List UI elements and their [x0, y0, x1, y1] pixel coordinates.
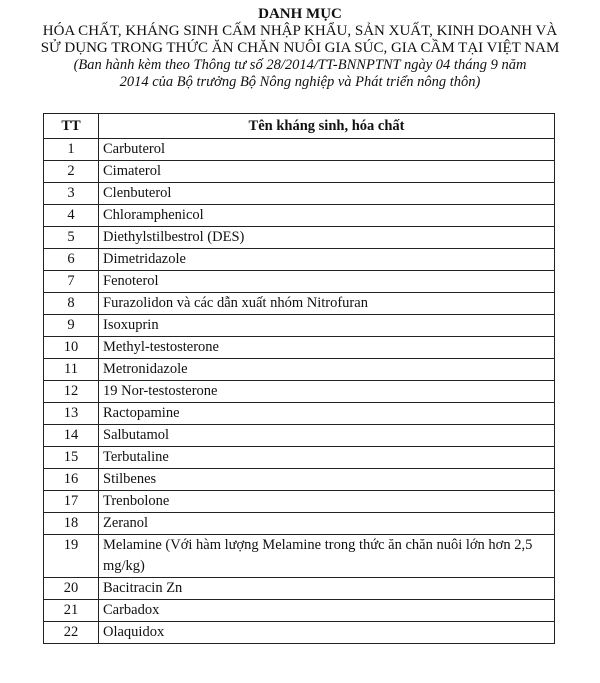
table-body: [44, 139, 555, 644]
row-number: 22: [44, 622, 99, 644]
row-number: 13: [44, 403, 99, 425]
table-row: [44, 249, 555, 271]
table-row: [44, 403, 555, 425]
table-row: [44, 315, 555, 337]
row-number: 7: [44, 271, 99, 293]
substance-name: Clenbuterol: [99, 183, 555, 205]
table-row: [44, 469, 555, 491]
row-number: 20: [44, 578, 99, 600]
substance-name: 19 Nor-testosterone: [99, 381, 555, 403]
substance-name: Zeranol: [99, 513, 555, 535]
row-number: 18: [44, 513, 99, 535]
row-number: 3: [44, 183, 99, 205]
substance-name: Methyl-testosterone: [99, 337, 555, 359]
substance-name: Diethylstilbestrol (DES): [99, 227, 555, 249]
row-number: 4: [44, 205, 99, 227]
substance-name: Dimetridazole: [99, 249, 555, 271]
substance-name: Ractopamine: [99, 403, 555, 425]
row-number: 15: [44, 447, 99, 469]
row-number: 17: [44, 491, 99, 513]
table-row: [44, 491, 555, 513]
row-number: 2: [44, 161, 99, 183]
document-subtitle: HÓA CHẤT, KHÁNG SINH CẤM NHẬP KHẨU, SẢN XUẤT, KINH DOANH VÀ SỬ DỤNG TRONG THỨC ĂN CHĂN NUÔI GIA SÚC, GIA CẦM TẠI VIỆT NAM: [40, 23, 560, 56]
row-number: 9: [44, 315, 99, 337]
row-number: 1: [44, 139, 99, 161]
document-title: DANH MỤC: [258, 6, 342, 22]
substance-name: Carbuterol: [99, 139, 555, 161]
row-number: 19: [44, 535, 99, 578]
row-number: 8: [44, 293, 99, 315]
table-row: [44, 447, 555, 469]
table-row: [44, 183, 555, 205]
table-row: [44, 425, 555, 447]
substance-name: Carbadox: [99, 600, 555, 622]
substance-name: Cimaterol: [99, 161, 555, 183]
table-row: [44, 513, 555, 535]
table-row: [44, 359, 555, 381]
column-header-tt: TT: [44, 114, 99, 139]
row-number: 14: [44, 425, 99, 447]
table-row: [44, 205, 555, 227]
substance-name: Trenbolone: [99, 491, 555, 513]
substance-name: Fenoterol: [99, 271, 555, 293]
table-row: [44, 578, 555, 600]
table-row: [44, 271, 555, 293]
row-number: 21: [44, 600, 99, 622]
table-row: [44, 227, 555, 249]
table-header-row: [44, 114, 555, 139]
substance-name: Metronidazole: [99, 359, 555, 381]
substance-name: Olaquidox: [99, 622, 555, 644]
table-row: [44, 381, 555, 403]
document-note: (Ban hành kèm theo Thông tư số 28/2014/TT-BNNPTNT ngày 04 tháng 9 năm 2014 của Bộ trưởng Bộ Nông nghiệp và Phát triển nông thôn): [73, 57, 527, 90]
table-row: [44, 337, 555, 359]
substance-name: Furazolidon và các dẫn xuất nhóm Nitrofuran: [99, 293, 555, 315]
substance-name: Terbutaline: [99, 447, 555, 469]
substances-table: [43, 113, 555, 644]
row-number: 12: [44, 381, 99, 403]
table-row: [44, 293, 555, 315]
table-row: [44, 161, 555, 183]
substance-name: Chloramphenicol: [99, 205, 555, 227]
substance-name: Melamine (Với hàm lượng Melamine trong thức ăn chăn nuôi lớn hơn 2,5 mg/kg): [99, 535, 555, 578]
document-header: [0, 0, 600, 91]
column-header-name: Tên kháng sinh, hóa chất: [99, 114, 555, 139]
row-number: 5: [44, 227, 99, 249]
table-row: [44, 535, 555, 578]
row-number: 10: [44, 337, 99, 359]
table-row: [44, 622, 555, 644]
substance-name: Stilbenes: [99, 469, 555, 491]
row-number: 6: [44, 249, 99, 271]
row-number: 11: [44, 359, 99, 381]
substance-name: Bacitracin Zn: [99, 578, 555, 600]
substance-name: Isoxuprin: [99, 315, 555, 337]
substance-name: Salbutamol: [99, 425, 555, 447]
row-number: 16: [44, 469, 99, 491]
table-row: [44, 139, 555, 161]
table-row: [44, 600, 555, 622]
